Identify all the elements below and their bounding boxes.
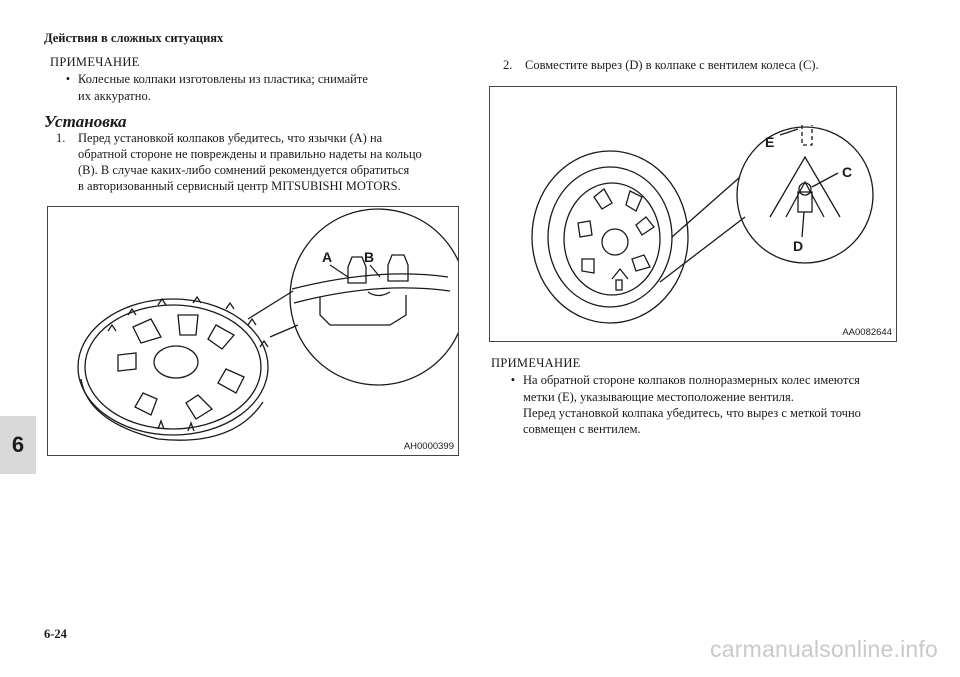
bullet-glyph: • — [510, 373, 516, 387]
step-number: 1. — [56, 131, 66, 145]
note-text-line: совмещен с вентилем. — [523, 422, 641, 436]
note-text-line: метки (E), указывающие местоположение вентиля. — [523, 390, 794, 404]
figure-hubcap-tabs — [47, 206, 459, 456]
figure-id: AA0082644 — [842, 327, 892, 338]
callout-label-a: A — [322, 249, 333, 265]
note-text-line: Колесные колпаки изготовлены из пластика; снимайте — [78, 72, 368, 86]
step1-line: Перед установкой колпаков убедитесь, что язычки (A) на — [78, 131, 383, 145]
note-bullet-item — [58, 71, 368, 88]
note-text-line: На обратной стороне колпаков полноразмерных колес имеются — [523, 373, 860, 387]
note-label: ПРИМЕЧАНИЕ — [491, 356, 581, 370]
running-header: Действия в сложных ситуациях — [44, 31, 224, 45]
section-title: Установка — [44, 112, 127, 131]
note-label: ПРИМЕЧАНИЕ — [50, 55, 140, 69]
figure-id: AH0000399 — [403, 441, 454, 452]
page-number: 6-24 — [44, 627, 67, 641]
note-text-line: их аккуратно. — [78, 89, 151, 103]
note-bullet-item — [503, 372, 860, 389]
callout-label-e: E — [765, 134, 775, 150]
callout-label-b: B — [364, 249, 375, 265]
step1-line: (B). В случае каких-либо сомнений рекомендуется обратиться — [78, 163, 410, 177]
figure-valve-alignment — [489, 86, 897, 342]
bullet-glyph: • — [65, 72, 71, 86]
watermark: carmanualsonline.info — [710, 636, 938, 662]
step1-line: в авторизованный сервисный центр MITSUBISHI MOTORS. — [78, 179, 401, 193]
step2-text: Совместите вырез (D) в колпаке с вентилем колеса (C). — [525, 58, 819, 72]
callout-label-d: D — [793, 238, 804, 254]
step-number: 2. — [503, 58, 513, 72]
hubcap-tabs-illustration — [48, 207, 458, 455]
valve-alignment-illustration — [490, 87, 896, 341]
callout-label-c: C — [842, 164, 853, 180]
step1-line: обратной стороне не повреждены и правильно надеты на кольцо — [78, 147, 422, 161]
note-text-line: Перед установкой колпака убедитесь, что вырез с меткой точно — [523, 406, 861, 420]
chapter-tab: 6 — [0, 416, 36, 474]
